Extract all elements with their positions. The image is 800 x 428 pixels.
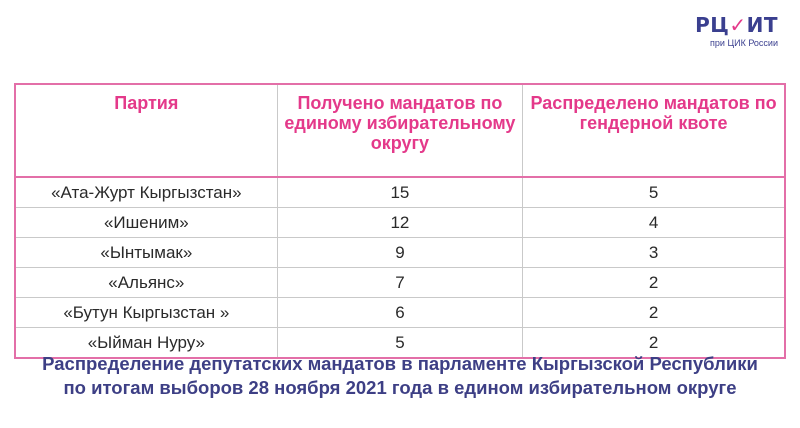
single-district-mandates: 9 — [277, 238, 523, 268]
party-name: «Ишеним» — [15, 208, 277, 238]
logo-suffix: ИТ — [746, 13, 778, 37]
single-district-mandates: 5 — [277, 328, 523, 359]
single-district-mandates: 7 — [277, 268, 523, 298]
gender-quota-mandates: 2 — [523, 268, 785, 298]
gender-quota-mandates: 5 — [523, 177, 785, 208]
mandates-table — [14, 83, 786, 359]
single-district-mandates: 15 — [277, 177, 523, 208]
single-district-mandates: 6 — [277, 298, 523, 328]
table-row — [15, 177, 785, 208]
header-party: Партия — [15, 84, 277, 177]
gender-quota-mandates: 3 — [523, 238, 785, 268]
logo-subtitle: при ЦИК России — [710, 38, 778, 48]
table-caption — [0, 352, 800, 400]
party-name: «Альянс» — [15, 268, 277, 298]
gender-quota-mandates: 2 — [523, 328, 785, 359]
table-header-row — [15, 84, 785, 177]
logo — [695, 14, 778, 48]
header-gender-quota: Распределено мандатов по гендерной квоте — [523, 84, 785, 177]
party-name: «Ыйман Нуру» — [15, 328, 277, 359]
checkmark-icon: ✓ — [729, 13, 747, 37]
gender-quota-mandates: 4 — [523, 208, 785, 238]
table-row — [15, 238, 785, 268]
party-name: «Бутун Кыргызстан » — [15, 298, 277, 328]
table-row — [15, 268, 785, 298]
table-row — [15, 298, 785, 328]
caption-line-1: Распределение депутатских мандатов в парламенте Кыргызской Республики — [42, 353, 758, 374]
party-name: «Ата-Журт Кыргызстан» — [15, 177, 277, 208]
header-single-district: Получено мандатов по единому избирательному округу — [277, 84, 523, 177]
logo-wordmark — [695, 14, 778, 36]
table-row — [15, 208, 785, 238]
gender-quota-mandates: 2 — [523, 298, 785, 328]
caption-line-2: по итогам выборов 28 ноября 2021 года в едином избирательном округе — [63, 377, 737, 398]
logo-prefix: РЦ — [695, 13, 730, 37]
party-name: «Ынтымак» — [15, 238, 277, 268]
single-district-mandates: 12 — [277, 208, 523, 238]
